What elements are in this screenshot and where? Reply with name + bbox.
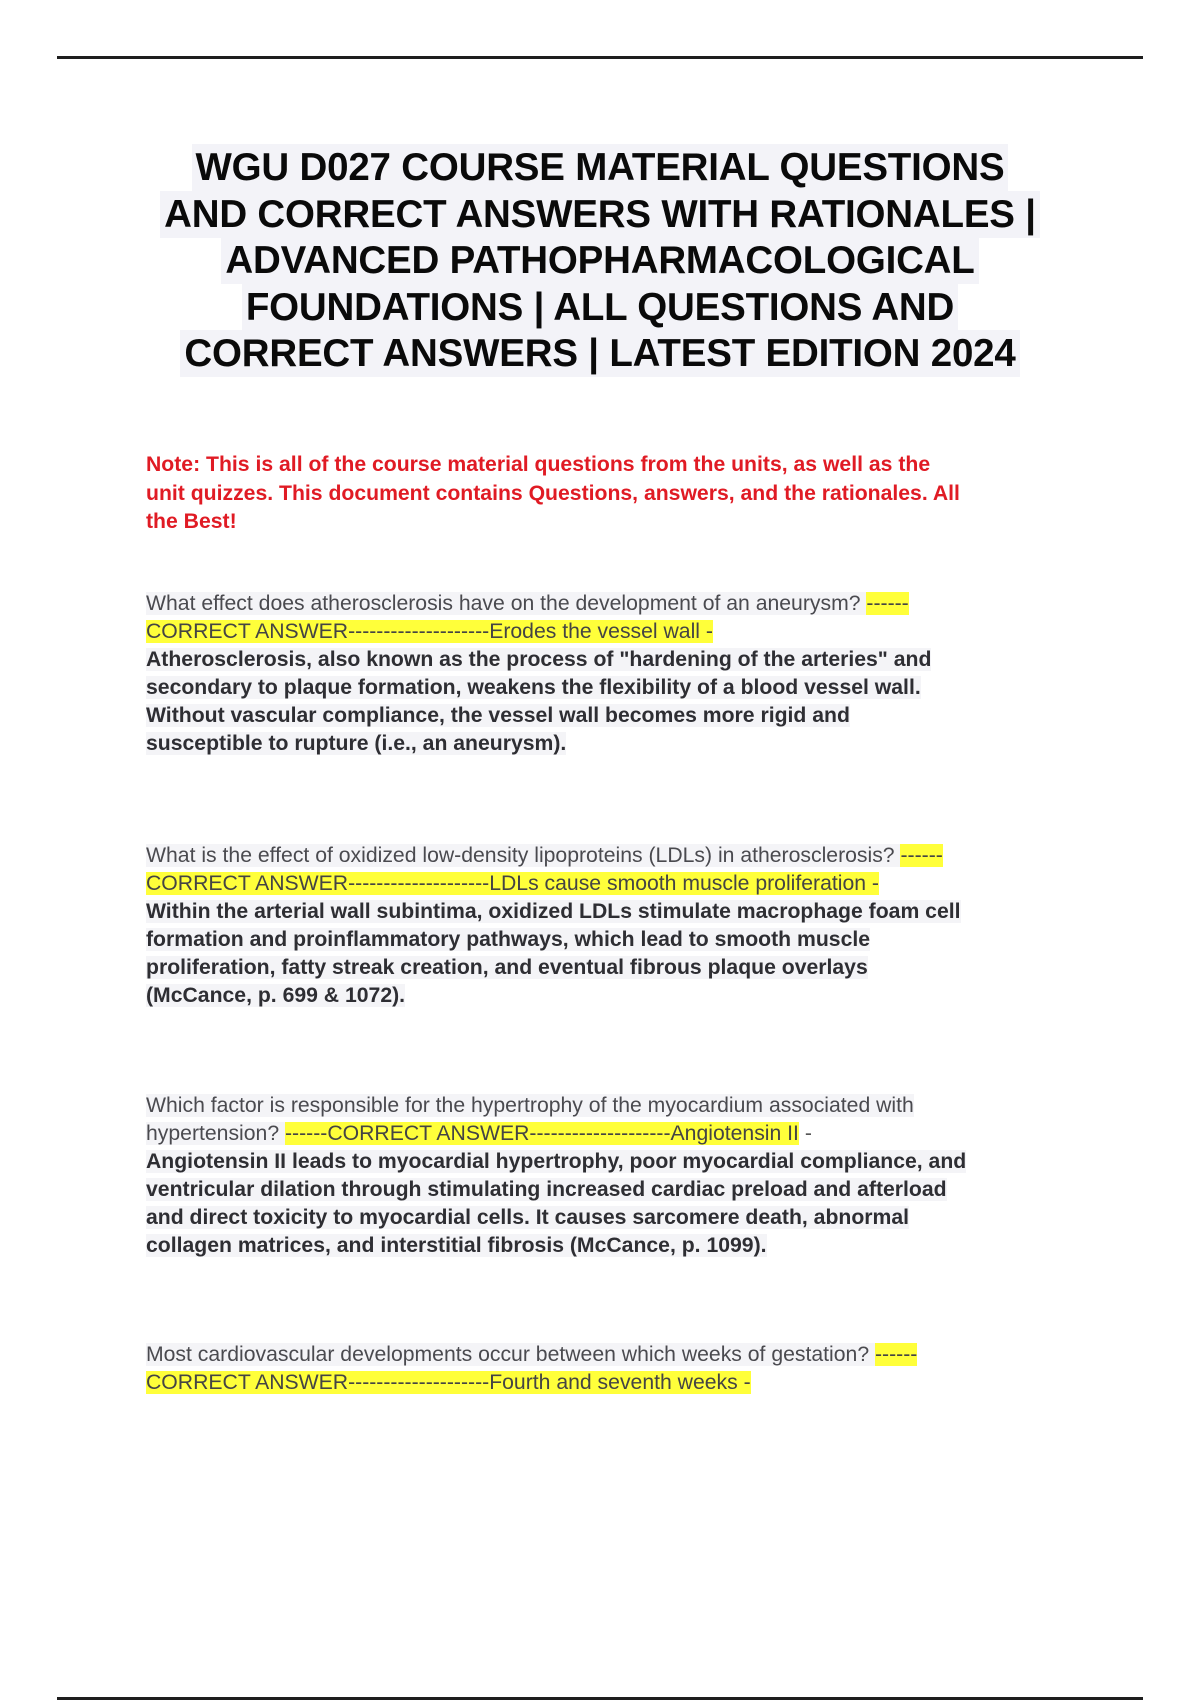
title-line: WGU D027 COURSE MATERIAL QUESTIONS — [192, 144, 1009, 191]
rationale-line: Atherosclerosis, also known as the process of "hardening of the arteries" and — [146, 648, 932, 671]
rationale-line: collagen matrices, and interstitial fibrosis (McCance, p. 1099). — [146, 1234, 767, 1257]
title-line: CORRECT ANSWERS | LATEST EDITION 2024 — [180, 330, 1019, 377]
correct-answer: Angiotensin II — [670, 1122, 799, 1145]
answer-marker: ------ — [875, 1343, 918, 1366]
title-line: ADVANCED PATHOPHARMACOLOGICAL — [221, 237, 978, 284]
answer-marker: CORRECT ANSWER-------------------- — [146, 620, 490, 643]
correct-answer: Erodes the vessel wall - — [489, 620, 713, 643]
note-line: unit quizzes. This document contains Questions, answers, and the rationales. All — [146, 481, 960, 505]
rationale-line: secondary to plaque formation, weakens the flexibility of a blood vessel wall. — [146, 676, 921, 699]
rationale-line: (McCance, p. 699 & 1072). — [146, 984, 406, 1007]
rationale-line: Angiotensin II leads to myocardial hypertrophy, poor myocardial compliance, and — [146, 1150, 967, 1173]
qa-block-3 — [146, 1092, 1106, 1260]
rationale-line: Within the arterial wall subintima, oxidized LDLs stimulate macrophage foam cell — [146, 900, 961, 923]
answer-marker: ------ — [900, 844, 943, 867]
answer-marker: CORRECT ANSWER-------------------- — [146, 872, 490, 895]
answer-marker: ------ — [866, 592, 909, 615]
title-line: FOUNDATIONS | ALL QUESTIONS AND — [242, 284, 958, 331]
document-title — [60, 145, 1140, 378]
rationale-line: formation and proinflammatory pathways, which lead to smooth muscle — [146, 928, 871, 951]
answer-marker: CORRECT ANSWER-------------------- — [146, 1371, 490, 1394]
rationale-line: and direct toxicity to myocardial cells. It causes sarcomere death, abnormal — [146, 1206, 910, 1229]
title-line: AND CORRECT ANSWERS WITH RATIONALES | — [160, 191, 1040, 238]
rationale-line: proliferation, fatty streak creation, and eventual fibrous plaque overlays — [146, 956, 868, 979]
qa-block-2 — [146, 842, 1106, 1010]
rationale-line: ventricular dilation through stimulating increased cardiac preload and afterload — [146, 1178, 947, 1201]
rationale-line: Without vascular compliance, the vessel wall becomes more rigid and — [146, 704, 850, 727]
qa-block-4 — [146, 1341, 1106, 1397]
answer-marker: ------CORRECT ANSWER-------------------- — [285, 1122, 671, 1145]
rationale-line: susceptible to rupture (i.e., an aneurysm). — [146, 732, 567, 755]
question-text: Most cardiovascular developments occur between which weeks of gestation? — [146, 1343, 875, 1366]
qa-block-1 — [146, 590, 1106, 758]
note-line: the Best! — [146, 510, 237, 533]
correct-answer: Fourth and seventh weeks - — [489, 1371, 751, 1394]
question-text: What effect does atherosclerosis have on the development of an aneurysm? — [146, 592, 867, 615]
note-line: Note: This is all of the course material questions from the units, as well as the — [146, 453, 931, 476]
question-text: hypertension? — [146, 1122, 285, 1145]
correct-answer: LDLs cause smooth muscle proliferation - — [489, 872, 879, 895]
top-horizontal-rule — [57, 56, 1143, 59]
answer-tail: - — [798, 1122, 812, 1145]
question-text: Which factor is responsible for the hypertrophy of the myocardium associated with — [146, 1094, 914, 1117]
note-paragraph — [146, 451, 1106, 537]
question-text: What is the effect of oxidized low-density lipoproteins (LDLs) in atherosclerosis? — [146, 844, 901, 867]
